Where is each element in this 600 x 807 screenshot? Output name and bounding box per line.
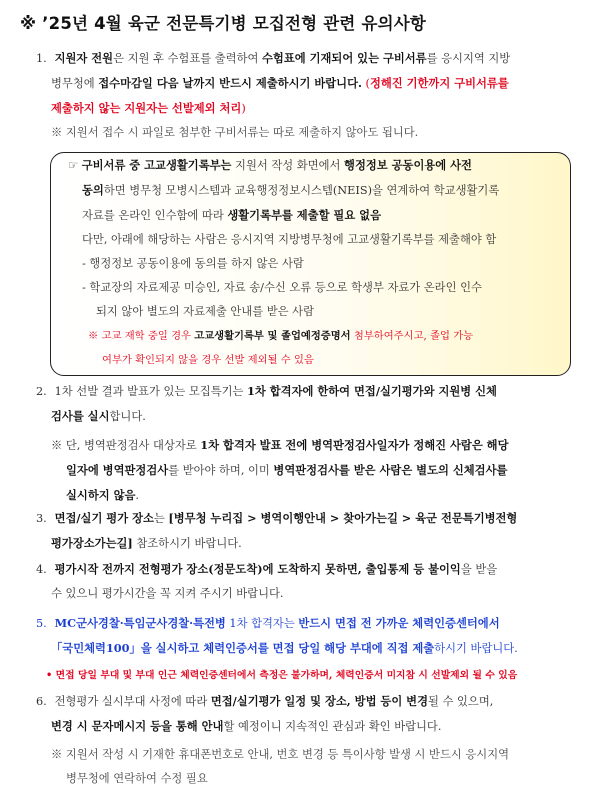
notice-item-3 xyxy=(36,506,517,556)
emphasis-text: 1차 합격자 발표 전에 병역판정검사일자가 정해진 사람은 해당 xyxy=(200,438,509,452)
warning-text: 정해진 기한까지 구비서류를 xyxy=(369,76,509,90)
fitness-warning-bullet: • 면접 당일 부대 및 부대 인근 체력인증센터에서 측정은 불가하며, 체력인증서 미지참 시 선발제외 될 수 있음 xyxy=(46,670,518,681)
emphasis-text: 수험표에 기재되어 있는 구비서류 xyxy=(262,51,427,65)
highlight-text: 「국민체력100」을 실시하고 체력인증서를 면접 당일 해당 부대에 직접 제출 xyxy=(51,641,435,655)
school-record-info-text xyxy=(68,153,499,372)
condition-item: 되지 않아 별도의 자료제출 안내를 받은 사람 xyxy=(96,305,314,318)
item-number: 2. xyxy=(36,385,47,398)
body-text: 전형평가 실시부대 사정에 따라 xyxy=(54,695,211,708)
condition-item: - 행정정보 공동이용에 동의를 하지 않은 사람 xyxy=(82,257,304,270)
emphasis-text: 지원자 전원 xyxy=(54,51,114,65)
body-text: 지원서 작성 화면에서 xyxy=(231,159,345,172)
body-text: 병무청에 xyxy=(51,77,99,90)
emphasis-text: 접수마감일 다음 날까지 반드시 제출하시기 바랍니다. xyxy=(98,76,362,90)
highlight-text: 반드시 면접 전 가까운 체력인증센터에서 xyxy=(298,616,500,630)
item-note: ※ 지원서 작성 시 기재한 휴대폰번호로 안내, 번호 변경 등 특이사항 발생 시 반드시 응시지역 xyxy=(51,748,510,761)
body-text: 를 응시지역 지방 xyxy=(426,52,511,65)
item-number: 1. xyxy=(36,52,47,65)
body-text: 자료를 온라인 인수함에 따라 xyxy=(82,209,228,222)
emphasis-text: 면접/실기 평가 장소 xyxy=(54,511,154,525)
warning-emphasis: 고교생활기록부 및 졸업예정증명서 xyxy=(194,330,351,342)
site-path: [병무청 누리집 > 병역이행안내 > 찾아가는길 > 육군 전문특기병전형 xyxy=(168,511,518,525)
warning-text: 여부가 확인되지 않을 경우 선발 제외될 수 있음 xyxy=(102,354,314,366)
notice-item-6 xyxy=(36,689,509,791)
warning-text: 첨부하여주시고, 졸업 가능 xyxy=(350,330,474,342)
body-text: 은 지원 후 수험표를 출력하여 xyxy=(113,52,263,65)
item-note: 병무청에 연락하여 수정 필요 xyxy=(66,772,208,785)
body-text: 합니다. xyxy=(109,410,146,423)
highlight-text: MC군사경찰·특임군사경찰·특전병 xyxy=(54,616,226,630)
condition-item: - 학교장의 자료제공 미승인, 자료 송/수신 오류 등으로 학생부 자료가 온라인 인수 xyxy=(82,281,482,294)
body-text: 수 있으니 평가시간을 꼭 지켜 주시기 바랍니다. xyxy=(51,587,284,600)
emphasis-text: 구비서류 중 고교생활기록부는 xyxy=(81,158,232,172)
emphasis-text: 면접/실기평가 일정 및 장소, 방법 등이 변경 xyxy=(210,694,429,708)
item-number: 4. xyxy=(36,563,47,576)
warning-text: 제출하지 않는 지원자는 선발제외 처리 xyxy=(51,101,242,115)
body-text: 다만, 아래에 해당하는 사람은 응시지역 지방병무청에 고교생활기록부를 제출해야 함 xyxy=(82,233,497,246)
body-text: 될 수 있으며, xyxy=(428,695,494,708)
paren-open: ( xyxy=(361,77,370,90)
site-path: 평가장소가는길] xyxy=(51,536,133,550)
note-text: . xyxy=(135,489,140,502)
emphasis-text: 1차 합격자에 한하여 면접/실기평가와 지원병 신체 xyxy=(247,384,497,398)
page-title: ※ ’25년 4월 육군 전문특기병 모집전형 관련 유의사항 xyxy=(20,14,427,33)
notice-item-2 xyxy=(36,379,509,508)
note-text: ※ 단, 병역판정검사 대상자로 xyxy=(51,439,201,452)
emphasis-text: 병역판정검사를 받은 사람은 별도의 신체검사를 xyxy=(273,463,508,477)
emphasis-text: 실시하지 않음 xyxy=(66,488,136,502)
body-text: 1차 선발 결과 발표가 있는 모집특기는 xyxy=(54,385,248,398)
emphasis-text: 변경 시 문자메시지 등을 통해 안내 xyxy=(51,719,224,733)
emphasis-text: 생활기록부를 제출할 필요 없음 xyxy=(227,208,381,222)
note-text: 를 받아야 하며, 이미 xyxy=(168,464,274,477)
item-number: 3. xyxy=(36,512,47,525)
body-text: 을 받을 xyxy=(460,563,498,576)
paren-close: ) xyxy=(241,102,246,115)
emphasis-text: 동의 xyxy=(82,183,104,197)
body-text: 하면 병무청 모병시스템과 교육행정정보시스템(NEIS)을 연계하여 학교생활기록 xyxy=(103,184,500,197)
body-text: 는 xyxy=(153,512,169,525)
emphasis-text: 행정정보 공동이용에 사전 xyxy=(344,158,472,172)
pointer-icon: ☞ xyxy=(68,159,82,172)
highlight-body: 하시기 바랍니다. xyxy=(434,642,518,655)
item-note: ※ 지원서 접수 시 파일로 첨부한 구비서류는 따로 제출하지 않아도 됩니다. xyxy=(51,126,419,139)
emphasis-text: 일자에 병역판정검사 xyxy=(66,463,169,477)
emphasis-text: 검사를 실시 xyxy=(51,409,110,423)
notice-item-5 xyxy=(36,611,518,661)
item-number: 6. xyxy=(36,695,47,708)
notice-item-4 xyxy=(36,557,497,606)
body-text: 참조하시기 바랍니다. xyxy=(132,537,242,550)
notice-item-1 xyxy=(36,46,510,145)
warning-text: ※ 고교 재학 중일 경우 xyxy=(88,330,195,342)
highlight-body: 1차 합격자는 xyxy=(225,617,299,630)
body-text: 할 예정이니 지속적인 관심과 확인 바랍니다. xyxy=(223,720,442,733)
emphasis-text: 평가시작 전까지 전형평가 장소(정문도착)에 도착하지 못하면, 출입통제 등 불이익 xyxy=(54,562,461,576)
item-number: 5. xyxy=(36,617,47,630)
